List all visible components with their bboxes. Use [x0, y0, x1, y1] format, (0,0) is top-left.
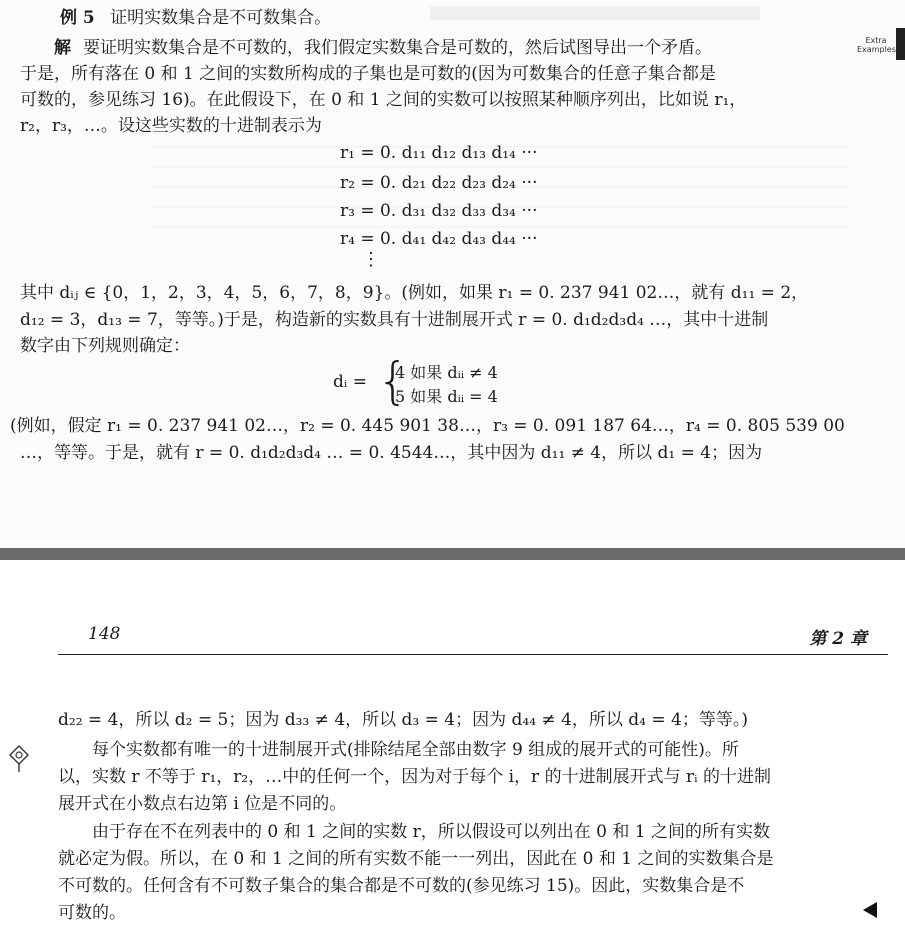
text-line: 于是，所有落在 0 和 1 之间的实数所构成的子集也是可数的(因为可数集合的任意子集合都是	[20, 64, 716, 84]
margin-tab	[896, 28, 905, 60]
example-title: 证明实数集合是不可数集合。	[110, 8, 332, 28]
cases-lhs: dᵢ =	[333, 372, 367, 392]
example-label: 例 5	[60, 8, 95, 28]
text-line: 展开式在小数点右边第 i 位是不同的。	[58, 794, 347, 814]
header-rule	[58, 654, 888, 655]
example-heading	[60, 6, 331, 30]
page-number: 148	[88, 624, 121, 644]
text-line: 不可数的。任何含有不可数子集合的集合都是不可数的(参见练习 15)。因此，实数集合是不	[58, 876, 745, 896]
text-line: 就必定为假。所以，在 0 和 1 之间的所有实数不能一一列出，因此在 0 和 1 之间的实数集合是	[58, 849, 774, 869]
case-2: 5 如果 dᵢᵢ = 4	[395, 387, 498, 406]
text-line: 由于存在不在列表中的 0 和 1 之间的实数 r，所以假设可以列出在 0 和 1 之间的所有实数	[92, 822, 771, 842]
bleed-through-band	[430, 6, 760, 20]
text-line: d₂₂ = 4，所以 d₂ = 5；因为 d₃₃ ≠ 4，所以 d₃ = 4；因为 d₄₄ ≠ 4，所以 d₄ = 4；等等。)	[58, 710, 748, 730]
equation-r4: r₄ = 0. d₄₁ d₄₂ d₄₃ d₄₄ ···	[340, 229, 538, 249]
equation-r3: r₃ = 0. d₃₁ d₃₂ d₃₃ d₃₄ ···	[340, 201, 538, 221]
text-line: 可数的。	[58, 903, 126, 923]
end-of-proof-icon	[863, 902, 877, 918]
page-divider	[0, 548, 905, 560]
text-line: d₁₂ = 3，d₁₃ = 7，等等。)于是，构造新的实数具有十进制展开式 r = 0. d₁d₂d₃d₄ …，其中十进制	[20, 310, 769, 330]
text-line: 数字由下列规则确定：	[20, 336, 190, 356]
chapter-header: 第 2 章	[809, 629, 867, 649]
vertical-ellipsis: ⋮	[362, 249, 380, 270]
cases-brace: {	[377, 352, 409, 410]
equation-r1: r₁ = 0. d₁₁ d₁₂ d₁₃ d₁₄ ···	[340, 143, 538, 163]
text-line: r₂，r₃，…。设这些实数的十进制表示为	[20, 116, 322, 136]
solution-line-1: 解 要证明实数集合是不可数的，我们假定实数集合是可数的，然后试图导出一个矛盾。	[54, 38, 712, 58]
margin-diamond-icon	[8, 744, 30, 774]
case-1: 4 如果 dᵢᵢ ≠ 4	[395, 363, 498, 382]
text-line: …，等等。于是，就有 r = 0. d₁d₂d₃d₄ … = 0. 4544…，其中因为 d₁₁ ≠ 4，所以 d₁ = 4；因为	[20, 443, 763, 463]
solution-label: 解	[54, 38, 71, 58]
extra-examples-badge[interactable]: Extra Examples	[857, 36, 896, 54]
text-line: 其中 dᵢⱼ ∈ {0，1，2，3，4，5，6，7，8，9}。(例如，如果 r₁ = 0. 237 941 02…，就有 d₁₁ = 2，	[20, 283, 809, 303]
piecewise-definition	[333, 352, 553, 410]
text-line: 以，实数 r 不等于 r₁，r₂，…中的任何一个，因为对于每个 i，r 的十进制展开式与 rᵢ 的十进制	[58, 767, 771, 787]
text-line: (例如，假定 r₁ = 0. 237 941 02…，r₂ = 0. 445 901 38…，r₃ = 0. 091 187 64…，r₄ = 0. 805 539 00	[10, 416, 845, 436]
equation-r2: r₂ = 0. d₂₁ d₂₂ d₂₃ d₂₄ ···	[340, 173, 538, 193]
text-line: 每个实数都有唯一的十进制展开式(排除结尾全部由数字 9 组成的展开式的可能性)。所	[92, 740, 739, 760]
text-line: 可数的，参见练习 16)。在此假设下，在 0 和 1 之间的实数可以按照某种顺序列出，比如说 r₁，	[20, 90, 747, 110]
